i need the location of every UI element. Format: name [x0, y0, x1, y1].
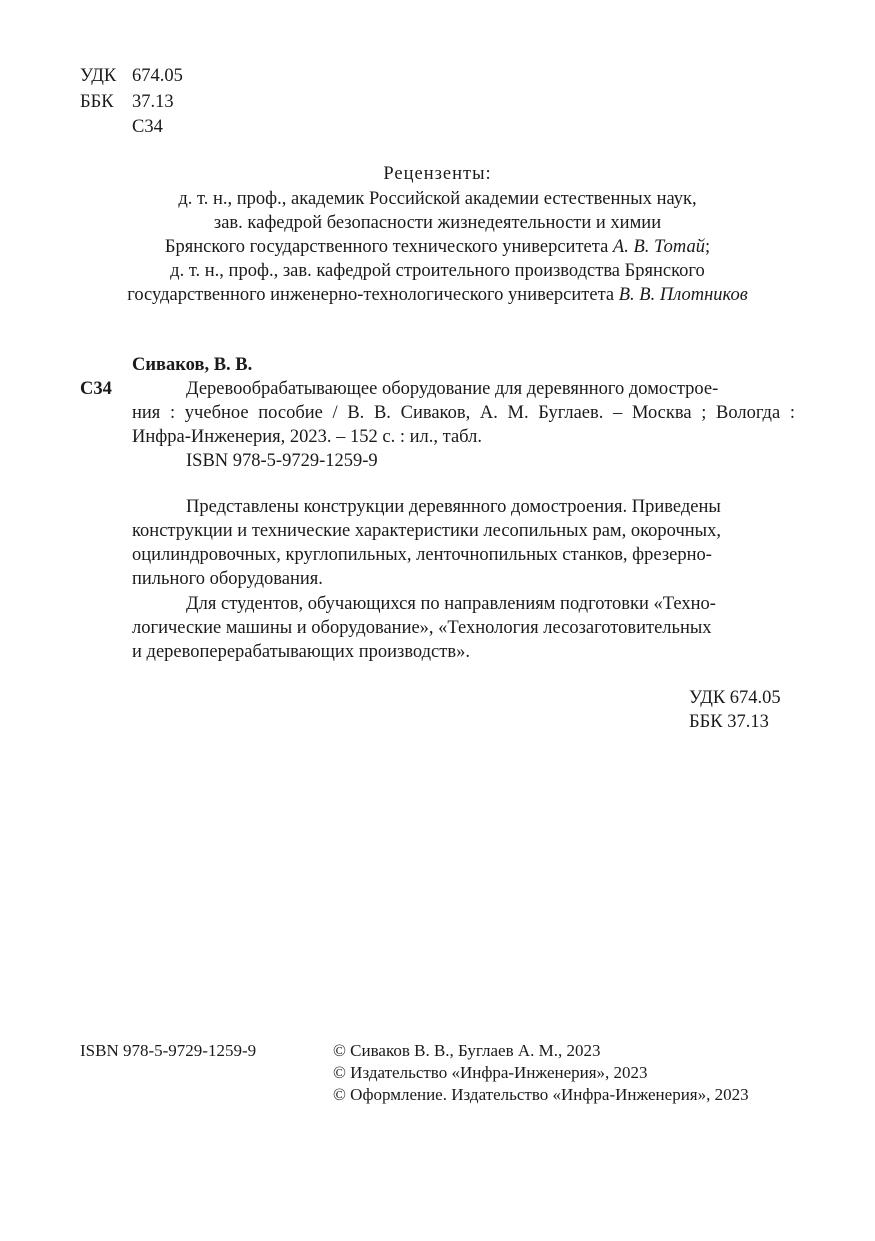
copyright-line-3: © Оформление. Издательство «Инфра-Инженерия», 2023 [333, 1085, 749, 1104]
udk-label: УДК [80, 66, 117, 86]
reviewer-line-3 [0, 237, 875, 258]
reviewer-line-3-text: Брянского государственного технического университета [164, 237, 613, 257]
reviewer-line-3-suffix: ; [704, 237, 711, 257]
abstract-p1-line-4: пильного оборудования. [132, 569, 323, 589]
reviewer-line-5 [0, 285, 875, 306]
catalog-author: Сиваков, В. В. [132, 355, 253, 375]
catalog-title-line-1: Деревообрабатывающее оборудование для деревянного домострое- [186, 379, 719, 399]
reviewer-name-2: В. В. Плотников [618, 285, 748, 305]
reviewer-line-5-text: государственного инженерно-технологического университета [127, 285, 619, 305]
catalog-title-line-3: Инфра-Инженерия, 2023. – 152 с. : ил., табл. [132, 427, 482, 447]
reviewer-line-1: д. т. н., проф., академик Российской академии естественных наук, [178, 189, 697, 209]
udk-value: 674.05 [132, 66, 183, 86]
footer-isbn: ISBN 978-5-9729-1259-9 [80, 1041, 257, 1060]
reviewers-title: Рецензенты: [383, 164, 492, 184]
abstract-p2-line-3: и деревоперерабатывающих производств». [132, 642, 470, 662]
bottom-udk: УДК 674.05 [689, 688, 781, 708]
reviewer-line-4: д. т. н., проф., зав. кафедрой строительного производства Брянского [170, 261, 705, 281]
catalog-mark: С34 [80, 379, 112, 399]
abstract-p2-line-1: Для студентов, обучающихся по направлениям подготовки «Техно- [186, 594, 716, 614]
copyright-line-2: © Издательство «Инфра-Инженерия», 2023 [333, 1063, 648, 1082]
copyright-line-1: © Сиваков В. В., Буглаев А. М., 2023 [333, 1041, 601, 1060]
abstract-p2-line-2: логические машины и оборудование», «Технология лесозаготовительных [132, 618, 712, 638]
bottom-bbk: ББК 37.13 [689, 712, 769, 732]
abstract-p1-line-2: конструкции и технические характеристики лесопильных рам, окорочных, [132, 521, 721, 541]
reviewer-name-1: А. В. Тотай [612, 237, 705, 257]
author-mark: С34 [132, 117, 163, 137]
reviewer-line-2: зав. кафедрой безопасности жизнедеятельности и химии [213, 213, 662, 233]
bbk-label: ББК [80, 92, 114, 112]
abstract-p1-line-1: Представлены конструкции деревянного домостроения. Приведены [186, 497, 721, 517]
catalog-title-line-2: ния : учебное пособие / В. В. Сиваков, А. М. Буглаев. – Москва ; Вологда : [132, 403, 795, 423]
bbk-value: 37.13 [132, 92, 174, 112]
catalog-isbn: ISBN 978-5-9729-1259-9 [186, 451, 378, 471]
abstract-p1-line-3: оцилиндровочных, круглопильных, ленточнопильных станков, фрезерно- [132, 545, 712, 565]
